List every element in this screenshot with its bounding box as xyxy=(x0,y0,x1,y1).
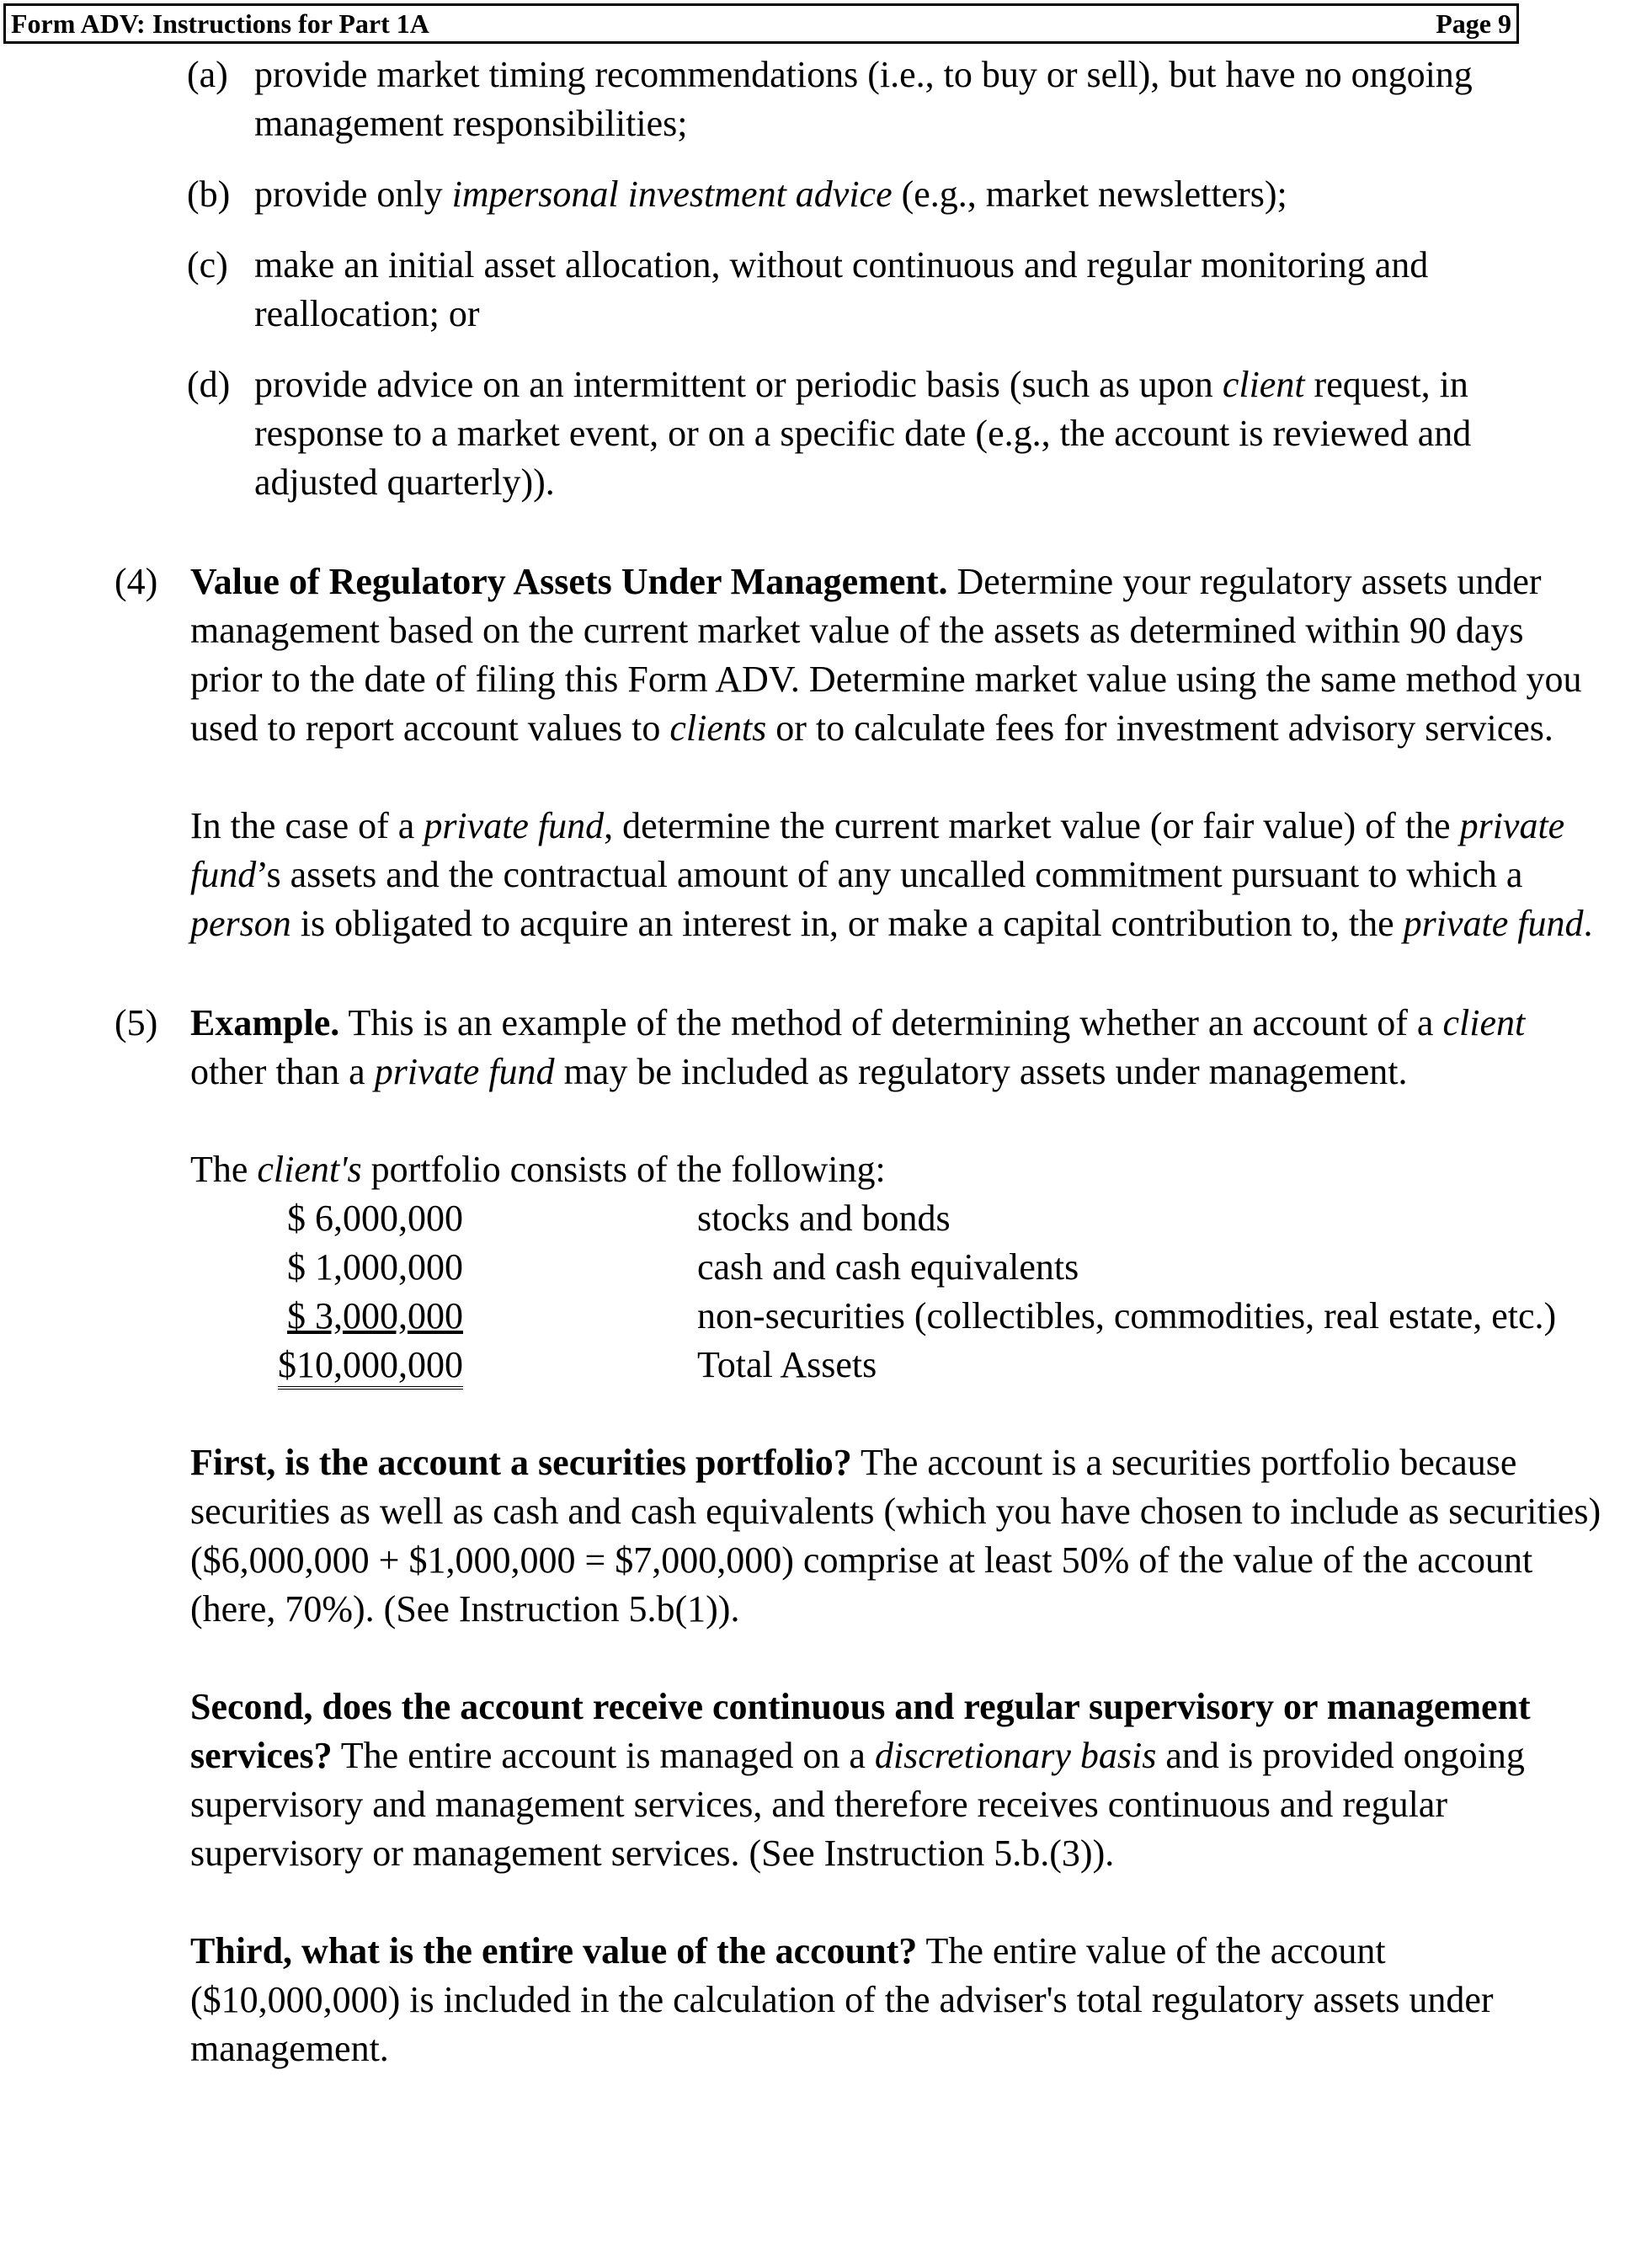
defined-term: private fund xyxy=(1403,903,1584,944)
sub-item-b xyxy=(0,170,1652,219)
item-heading: Value of Regulatory Assets Under Management. xyxy=(190,561,948,602)
item-text: ’s assets and the contractual amount of any uncalled commitment pursuant to which a xyxy=(256,854,1523,895)
total-amount-value: $10,000,000 xyxy=(278,1344,463,1390)
sub-item-label: (a) xyxy=(187,54,228,95)
item-heading: Example. xyxy=(190,1002,340,1043)
sub-item-text: make an initial asset allocation, without continuous and regular monitoring and reallocation; or xyxy=(254,244,1429,334)
sub-item-label: (b) xyxy=(187,173,231,215)
item-text: may be included as regulatory assets under management. xyxy=(554,1051,1408,1092)
item-label: (5) xyxy=(115,1002,158,1043)
item-text: In the case of a xyxy=(190,805,424,846)
item-text: or to calculate fees for investment advisory services. xyxy=(766,707,1553,749)
portfolio-amount: $ 3,000,000 xyxy=(287,1295,463,1336)
item-5 xyxy=(0,999,1652,1096)
question-heading: Third, what is the entire value of the account? xyxy=(190,1930,918,1971)
first-question-paragraph xyxy=(0,1438,1652,1634)
defined-term: client xyxy=(1222,364,1305,405)
second-question-paragraph xyxy=(0,1683,1652,1878)
portfolio-row xyxy=(190,1292,1652,1341)
sub-item-text: provide market timing recommendations (i.e., to buy or sell), but have no ongoing management responsibilities; xyxy=(254,54,1473,144)
header-title: Form ADV: Instructions for Part 1A xyxy=(11,8,429,39)
sub-item-text: provide advice on an intermittent or periodic basis (such as upon xyxy=(254,364,1223,405)
defined-term: person xyxy=(190,903,291,944)
item-text: The entire value of the account ($10,000,000) is included in the calculation of the adviser's total regulatory assets under management. xyxy=(190,1930,1494,2069)
item-text: Determine your regulatory assets under management based on the current market value of the assets as determined within 90 days prior to the date of filing this Form ADV. Determine market value using the same method you used to report account values to xyxy=(190,561,1582,749)
item-label: (4) xyxy=(115,561,158,602)
portfolio-section xyxy=(0,1145,1652,1390)
item-text: portfolio consists of the following: xyxy=(361,1149,886,1190)
sub-item-text: (e.g., market newsletters); xyxy=(892,173,1287,215)
defined-term: client xyxy=(1442,1002,1526,1043)
item-text: The entire account is managed on a xyxy=(332,1735,875,1776)
item-text: This is an example of the method of determining whether an account of a xyxy=(339,1002,1443,1043)
defined-term: client's xyxy=(257,1149,362,1190)
item-text: other than a xyxy=(190,1051,375,1092)
item-4-paragraph-2 xyxy=(0,802,1652,948)
item-text: . xyxy=(1583,903,1593,944)
portfolio-total-row xyxy=(190,1341,1652,1390)
defined-term: private fund xyxy=(374,1051,555,1092)
item-text: The account is a securities portfolio because securities as well as cash and cash equivalents (which you have chosen to include as securities) ($6,000,000 + $1,000,000 = $7,000,000) comprise at least 50% of the value of the account (here, 70%). (See Instruction 5.b(1)). xyxy=(190,1442,1601,1630)
sub-item-d xyxy=(0,360,1652,507)
third-question-paragraph xyxy=(0,1927,1652,2073)
item-4 xyxy=(0,557,1652,753)
portfolio-description: Total Assets xyxy=(697,1344,877,1385)
portfolio-intro xyxy=(190,1145,1652,1194)
question-heading: Second, does the account receive continuous and regular supervisory or management services? xyxy=(190,1686,1531,1776)
portfolio-row xyxy=(190,1194,1652,1243)
portfolio-row xyxy=(190,1243,1652,1292)
portfolio-amount: $ 6,000,000 xyxy=(287,1198,463,1239)
defined-term: clients xyxy=(669,707,767,749)
portfolio-total-amount xyxy=(278,1341,463,1390)
portfolio-amount: $ 1,000,000 xyxy=(287,1246,463,1288)
portfolio-description: cash and cash equivalents xyxy=(697,1246,1079,1288)
document-body xyxy=(0,51,1652,2073)
item-text: , determine the current market value (or fair value) of the xyxy=(604,805,1460,846)
item-text: is obligated to acquire an interest in, or make a capital contribution to, the xyxy=(290,903,1404,944)
defined-term: discretionary basis xyxy=(874,1735,1157,1776)
sub-item-label: (d) xyxy=(187,364,231,405)
question-heading: First, is the account a securities portfolio? xyxy=(190,1442,852,1483)
sub-item-text: provide only xyxy=(254,173,452,215)
item-text: and is provided ongoing supervisory and management services, and therefore receives continuous and regular supervisory or management services. (See Instruction 5.b.(3)). xyxy=(190,1735,1525,1874)
defined-term: private fund xyxy=(424,805,605,846)
page-header xyxy=(3,3,1519,44)
item-text: The xyxy=(190,1149,258,1190)
defined-term: impersonal investment advice xyxy=(451,173,893,215)
page-number: Page 9 xyxy=(1436,8,1511,39)
sub-item-label: (c) xyxy=(187,244,228,285)
sub-item-text: request, in response to a market event, or on a specific date (e.g., the account is reviewed and adjusted quarterly)). xyxy=(254,364,1472,503)
portfolio-description: non-securities (collectibles, commodities, real estate, etc.) xyxy=(697,1295,1557,1336)
sub-item-a xyxy=(0,51,1652,148)
portfolio-description: stocks and bonds xyxy=(697,1198,951,1239)
sub-item-c xyxy=(0,241,1652,339)
defined-term: private fund xyxy=(190,805,1565,895)
